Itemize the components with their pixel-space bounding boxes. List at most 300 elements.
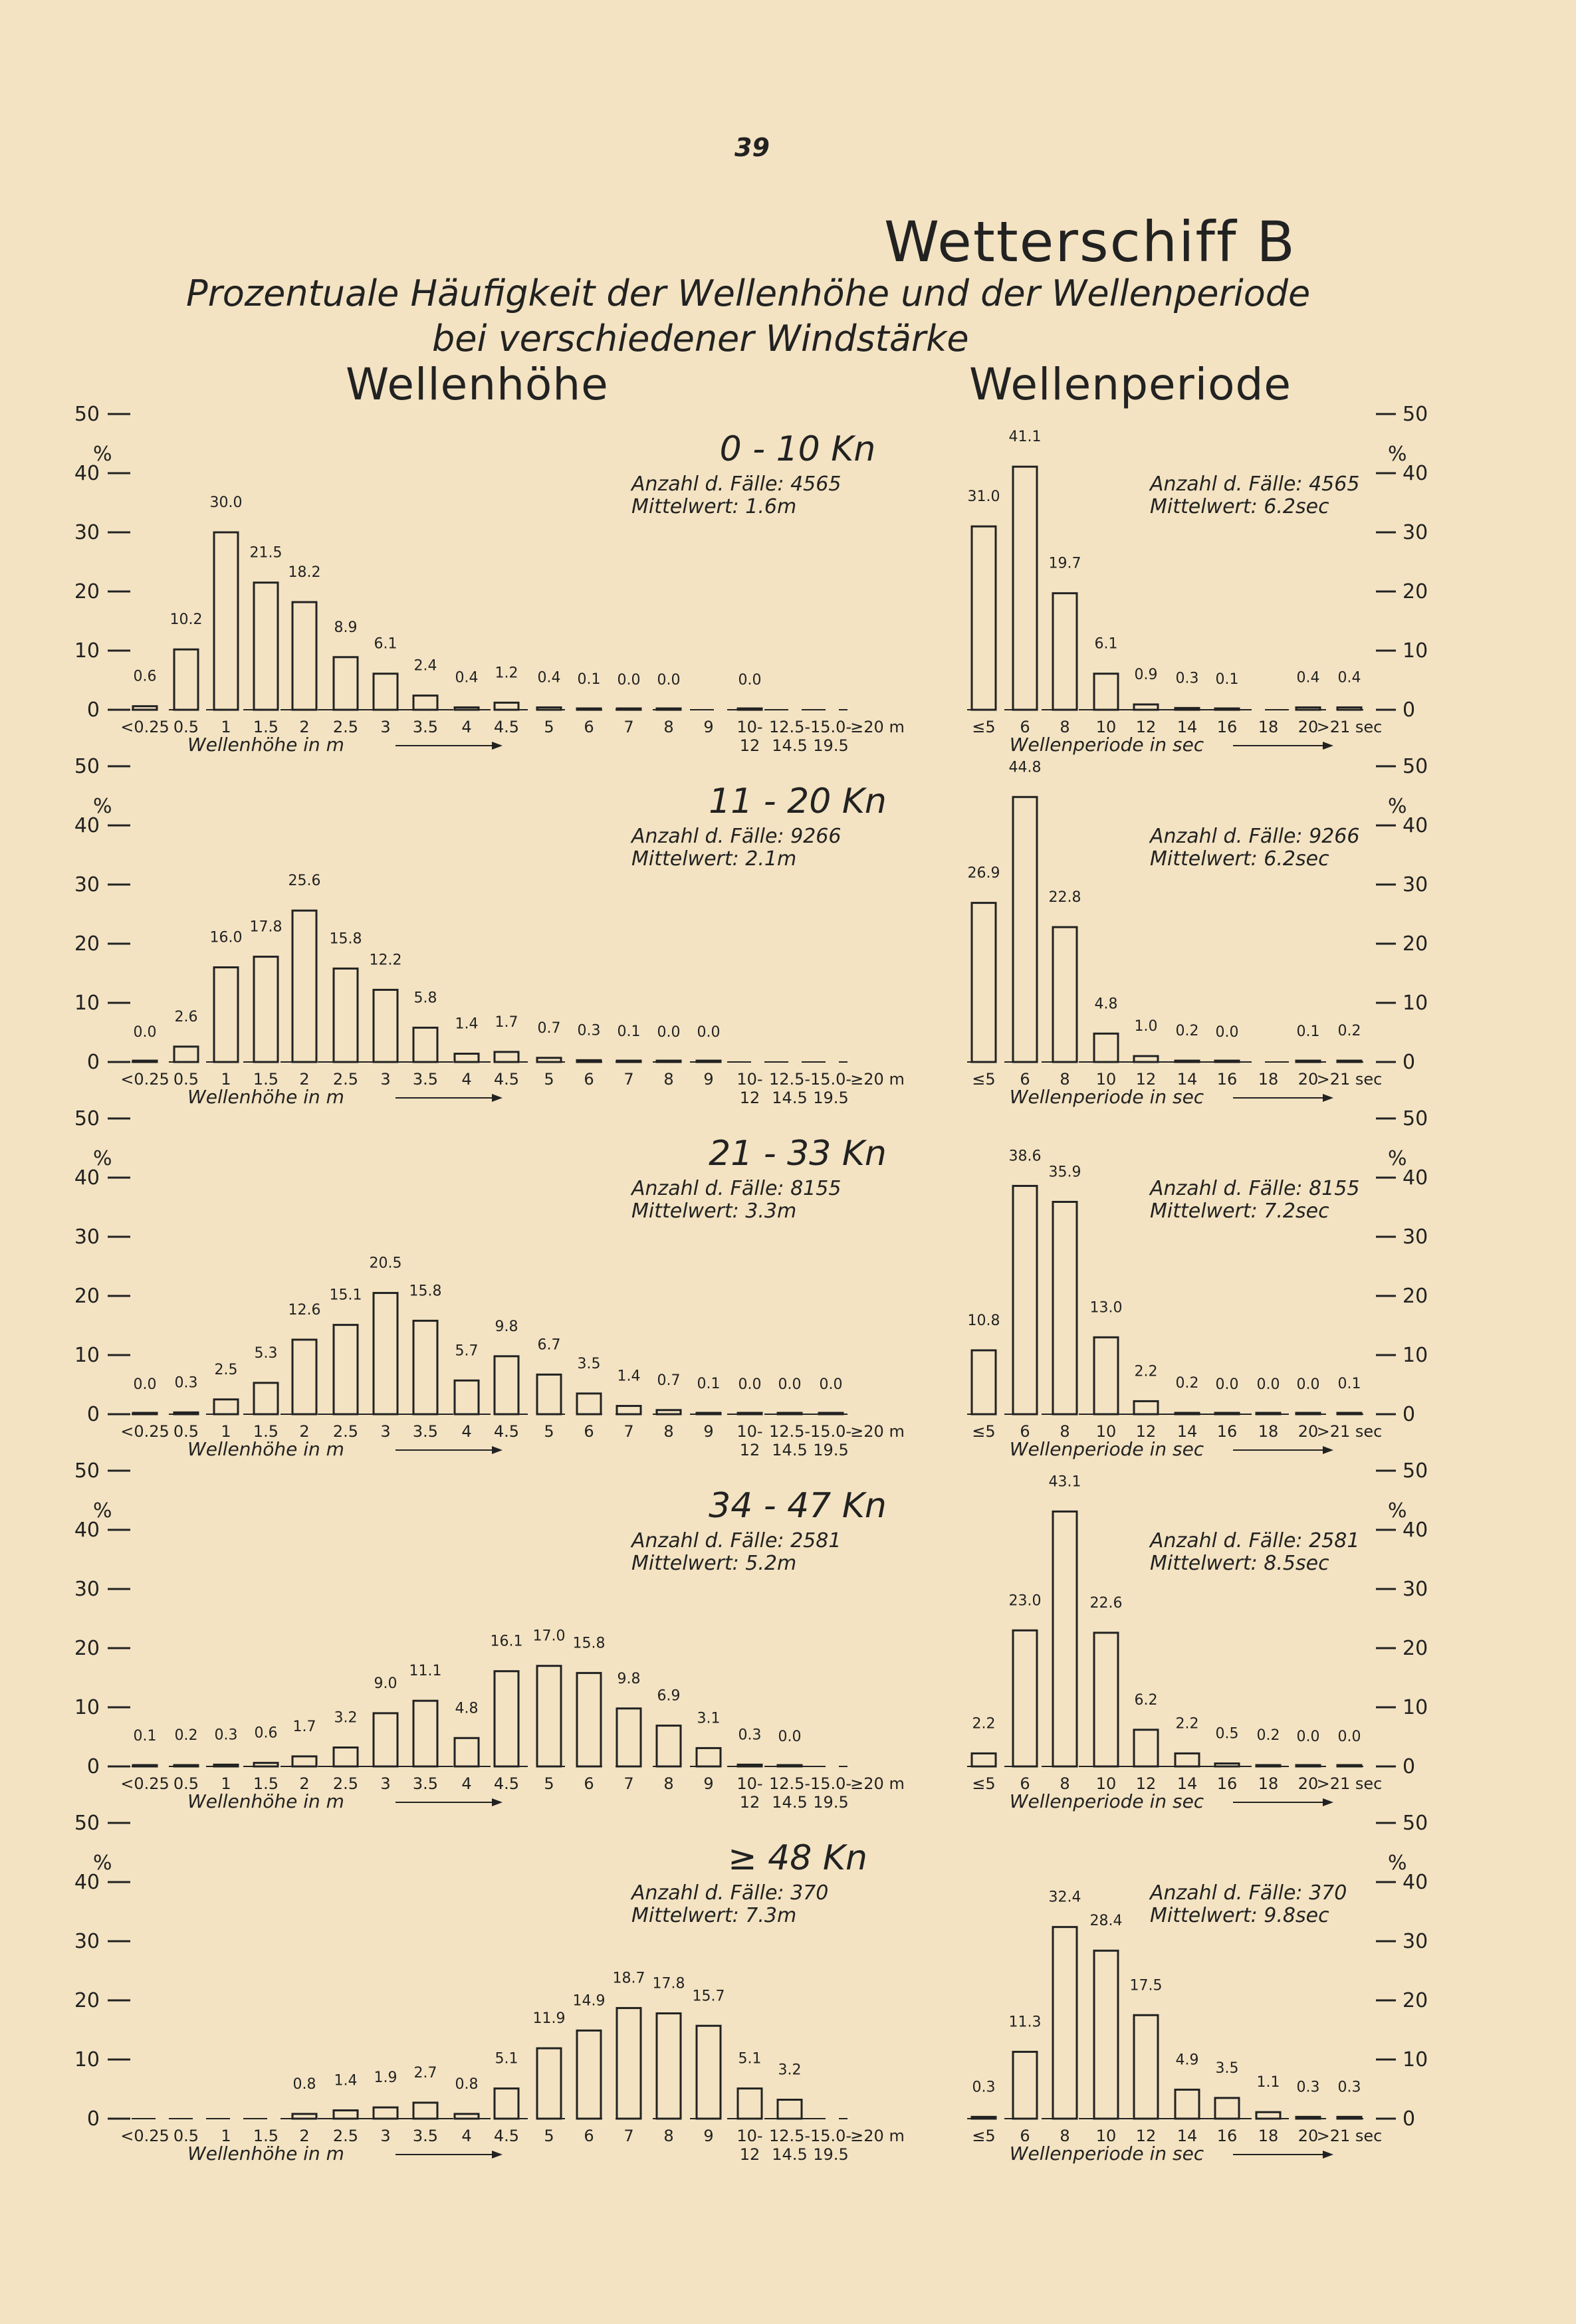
period-bar-label: 43.1 [1048, 1473, 1081, 1491]
height-tick-sublabel: 12 [739, 736, 760, 755]
height-tick-sublabel: 12 [739, 2145, 760, 2164]
height-tick-label: 15.0- [810, 2127, 852, 2145]
height-tick-label: 1 [221, 718, 231, 736]
period-bar [972, 2117, 996, 2119]
height-bar [738, 1764, 762, 1766]
height-mean-value: Mittelwert: 1.6m [631, 495, 797, 518]
height-tick-sublabel: 12 [739, 1441, 760, 1459]
height-tick-label: 4.5 [493, 1422, 520, 1441]
height-tick-label: 7 [623, 1422, 634, 1441]
period-bar-label: 22.8 [1048, 889, 1081, 906]
height-bar [617, 1061, 641, 1062]
period-tick-label: 6 [1020, 1422, 1030, 1441]
y-tick-left: 10 [74, 1344, 100, 1367]
height-tick-label: 15.0- [810, 1774, 852, 1793]
period-tick-label: 12 [1135, 2127, 1157, 2145]
period-bar-label: 0.0 [1296, 1376, 1320, 1393]
height-tick-label: 12.5- [768, 718, 811, 736]
period-tick-label: >21 sec [1316, 1422, 1383, 1441]
y-tick-right: 40 [1403, 1519, 1428, 1542]
period-bar-label: 4.8 [1094, 996, 1118, 1013]
height-bar [778, 1413, 802, 1414]
height-bar [413, 2103, 437, 2119]
height-tick-label: <0.25 [120, 718, 169, 736]
y-tick-right: 50 [1403, 1812, 1428, 1835]
height-bar [413, 1701, 437, 1766]
height-bar-label: 0.3 [577, 1022, 601, 1039]
y-tick-left: 40 [74, 814, 100, 837]
period-bar-label: 11.3 [1008, 2014, 1042, 2031]
height-bar [738, 1413, 762, 1414]
y-tick-left: 30 [74, 1578, 100, 1601]
y-tick-left: 40 [74, 1166, 100, 1190]
period-tick-label: 12 [1135, 1422, 1157, 1441]
page-title: Wetterschiff B [884, 209, 1296, 274]
height-bar [577, 1673, 601, 1766]
height-bar [495, 2089, 518, 2119]
height-bar [657, 1410, 681, 1414]
period-tick-label: 12 [1135, 1070, 1157, 1089]
height-tick-label: 1 [221, 1422, 231, 1441]
height-case-count: Anzahl d. Fälle: 2581 [631, 1529, 842, 1552]
period-bar [1013, 1186, 1037, 1414]
height-tick-label: <0.25 [120, 1774, 169, 1793]
period-bar-label: 0.0 [1215, 1024, 1239, 1041]
height-bar [577, 1060, 601, 1062]
height-axis-title: Wellenhöhe in m [187, 2143, 344, 2165]
height-bar-label: 0.1 [577, 671, 601, 688]
period-bar [1013, 467, 1037, 710]
height-tick-label: 2.5 [332, 1774, 359, 1793]
height-bar [334, 968, 358, 1062]
height-tick-sublabel: 12 [739, 1089, 760, 1107]
height-mean-value: Mittelwert: 2.1m [631, 847, 797, 871]
y-tick-right: 20 [1403, 932, 1428, 956]
period-tick-label: ≤5 [972, 1774, 996, 1793]
height-bar-label: 15.8 [409, 1283, 442, 1300]
y-tick-right: 50 [1403, 403, 1428, 426]
y-tick-right: 50 [1403, 755, 1428, 778]
percent-label-left: % [93, 1499, 112, 1523]
y-tick-left: 0 [86, 1051, 100, 1074]
height-bar [738, 708, 762, 710]
height-tick-sublabel: 14.5 [772, 2145, 808, 2164]
y-tick-right: 50 [1403, 1107, 1428, 1130]
period-bar [1337, 1413, 1361, 1414]
height-tick-label: 7 [623, 1774, 634, 1793]
height-tick-label: 1.5 [253, 1422, 279, 1441]
height-case-count: Anzahl d. Fälle: 8155 [631, 1177, 842, 1200]
height-tick-label: 7 [623, 2127, 634, 2145]
height-case-count: Anzahl d. Fälle: 9266 [631, 825, 842, 848]
height-tick-label: 3.5 [412, 1070, 439, 1089]
y-tick-left: 40 [74, 1519, 100, 1542]
height-tick-label: 8 [663, 1774, 674, 1793]
height-bar [455, 1738, 479, 1766]
height-bar-label: 0.0 [738, 672, 762, 688]
period-bar [1256, 1765, 1280, 1766]
height-tick-label: 2.5 [332, 1422, 359, 1441]
height-tick-label: 15.0- [810, 1422, 852, 1441]
period-tick-label: 14 [1177, 718, 1198, 736]
height-bar [455, 707, 479, 710]
period-bar [1175, 708, 1199, 710]
y-tick-left: 10 [74, 639, 100, 663]
height-tick-label: 6 [584, 718, 594, 736]
height-bar-label: 0.0 [778, 1376, 802, 1393]
period-mean-value: Mittelwert: 6.2sec [1150, 495, 1329, 518]
height-bar [697, 1748, 721, 1766]
height-tick-label: 0.5 [173, 718, 199, 736]
period-tick-label: 20 [1297, 1422, 1319, 1441]
height-tick-label: 0.5 [173, 2127, 199, 2145]
y-tick-right: 50 [1403, 1459, 1428, 1483]
period-bar-label: 0.0 [1215, 1376, 1239, 1393]
height-bar [697, 1413, 721, 1414]
height-tick-label: 3.5 [412, 1422, 439, 1441]
height-tick-label: 1 [221, 1070, 231, 1089]
height-tick-sublabel: 12 [739, 1793, 760, 1812]
height-bar-label: 0.4 [537, 669, 561, 687]
height-bar-label: 16.0 [209, 929, 243, 946]
height-bar [292, 1340, 316, 1414]
height-case-count: Anzahl d. Fälle: 370 [631, 1881, 829, 1905]
height-tick-label: ≥20 m [850, 2127, 905, 2145]
period-bar-label: 0.9 [1134, 666, 1158, 683]
height-bar [214, 1400, 238, 1414]
height-bar-label: 2.6 [174, 1008, 198, 1025]
period-tick-label: ≤5 [972, 2127, 996, 2145]
height-bar [495, 702, 518, 710]
height-bar-label: 21.5 [249, 544, 282, 562]
height-tick-label: 2.5 [332, 718, 359, 736]
period-bar-label: 38.6 [1008, 1148, 1042, 1165]
height-tick-label: 0.5 [173, 1774, 199, 1793]
period-bar [1337, 707, 1361, 710]
period-bar-label: 0.4 [1337, 669, 1361, 687]
height-bar [254, 1383, 278, 1414]
height-bar-label: 15.8 [572, 1635, 606, 1652]
y-tick-right: 20 [1403, 580, 1428, 603]
height-bar-label: 1.4 [617, 1368, 641, 1385]
height-bar-label: 9.8 [495, 1318, 518, 1335]
period-bar [1013, 797, 1037, 1062]
period-tick-label: ≤5 [972, 718, 996, 736]
subtitle-line-2: bei verschiedener Windstärke [432, 318, 969, 360]
height-bar [617, 708, 641, 710]
height-bar-label: 6.7 [537, 1336, 561, 1354]
height-bar-label: 15.8 [329, 930, 362, 948]
height-tick-label: 4.5 [493, 718, 520, 736]
period-bar-label: 1.0 [1134, 1018, 1158, 1035]
period-tick-label: 10 [1095, 1070, 1117, 1089]
y-tick-left: 50 [74, 1107, 100, 1130]
height-tick-label: <0.25 [120, 2127, 169, 2145]
height-tick-label: 5 [544, 1070, 554, 1089]
period-bar [1013, 1630, 1037, 1766]
period-bar-label: 0.3 [1175, 670, 1199, 687]
height-bar [334, 2111, 358, 2119]
period-bar [1094, 1633, 1118, 1766]
period-mean-value: Mittelwert: 6.2sec [1150, 847, 1329, 871]
period-bar [1215, 1413, 1239, 1414]
height-bar-label: 0.0 [657, 1024, 681, 1041]
period-tick-label: 20 [1297, 2127, 1319, 2145]
height-bar-label: 10.2 [169, 611, 203, 629]
height-bar [537, 1058, 561, 1062]
height-bar-label: 9.0 [374, 1675, 397, 1692]
period-case-count: Anzahl d. Fälle: 2581 [1150, 1529, 1360, 1552]
height-tick-label: 4 [461, 718, 472, 736]
period-tick-label: 18 [1258, 718, 1279, 736]
height-bar-label: 5.8 [413, 990, 437, 1007]
height-tick-label: 10- [736, 1422, 763, 1441]
period-bar [1215, 1061, 1239, 1062]
height-bar [537, 1666, 561, 1766]
period-tick-label: >21 sec [1316, 1774, 1383, 1793]
period-tick-label: 18 [1258, 1070, 1279, 1089]
height-tick-label: 2 [299, 2127, 310, 2145]
height-tick-label: 4.5 [493, 1774, 520, 1793]
height-bar-label: 0.6 [133, 668, 157, 685]
height-bar-label: 3.1 [697, 1710, 721, 1727]
height-tick-label: 6 [584, 1774, 594, 1793]
y-tick-right: 30 [1403, 873, 1428, 897]
percent-label-left: % [93, 1147, 112, 1170]
height-tick-label: 2 [299, 1774, 310, 1793]
height-bar [292, 1756, 316, 1766]
y-tick-left: 0 [86, 2107, 100, 2131]
wave-height-header: Wellenhöhe [346, 359, 609, 410]
period-bar [1296, 1061, 1320, 1062]
height-tick-label: 1.5 [253, 718, 279, 736]
y-tick-right: 40 [1403, 1871, 1428, 1894]
height-bar-label: 25.6 [288, 873, 321, 890]
period-bar-label: 0.0 [1256, 1376, 1280, 1393]
period-tick-label: 14 [1177, 1070, 1198, 1089]
period-bar [1175, 2089, 1199, 2119]
height-bar [133, 1765, 157, 1766]
period-bar [972, 1753, 996, 1766]
height-axis-arrowhead [492, 1094, 503, 1102]
height-bar [738, 2089, 762, 2119]
y-tick-right: 10 [1403, 1696, 1428, 1719]
height-bar [374, 1713, 397, 1766]
height-tick-label: 5 [544, 718, 554, 736]
height-tick-label: 15.0- [810, 718, 852, 736]
y-tick-right: 30 [1403, 1225, 1428, 1249]
height-bar-label: 15.7 [692, 1988, 725, 2005]
height-tick-label: 3.5 [412, 1774, 439, 1793]
height-tick-label: 3.5 [412, 718, 439, 736]
period-case-count: Anzahl d. Fälle: 8155 [1150, 1177, 1360, 1200]
period-mean-value: Mittelwert: 7.2sec [1150, 1200, 1329, 1223]
period-bar-label: 44.8 [1008, 759, 1042, 776]
height-tick-label: 3 [380, 718, 391, 736]
y-tick-left: 10 [74, 2048, 100, 2071]
height-bar-label: 11.9 [532, 2010, 566, 2028]
height-bar [292, 2114, 316, 2119]
period-axis-title: Wellenperiode in sec [1009, 1438, 1204, 1460]
height-bar-label: 0.8 [292, 2075, 316, 2093]
height-tick-label: ≥20 m [850, 718, 905, 736]
period-bar-label: 17.5 [1129, 1977, 1163, 1994]
height-bar-label: 17.8 [652, 1975, 685, 1992]
height-bar-label: 6.9 [657, 1687, 681, 1705]
period-bar-label: 23.0 [1008, 1592, 1042, 1610]
height-tick-sublabel: 14.5 [772, 736, 808, 755]
y-tick-right: 40 [1403, 462, 1428, 485]
period-case-count: Anzahl d. Fälle: 9266 [1150, 825, 1360, 848]
height-bar [334, 657, 358, 710]
period-bar [972, 1350, 996, 1414]
period-bar [1215, 1764, 1239, 1766]
height-bar [254, 583, 278, 710]
wind-class-label: ≥ 48 Kn [728, 1838, 867, 1878]
y-tick-left: 20 [74, 580, 100, 603]
period-tick-label: 6 [1020, 1070, 1030, 1089]
height-tick-sublabel: 19.5 [813, 1089, 849, 1107]
height-tick-label: 9 [703, 1774, 714, 1793]
height-bar-label: 30.0 [209, 494, 243, 511]
period-tick-label: 8 [1060, 2127, 1070, 2145]
height-bar [254, 957, 278, 1062]
y-tick-left: 20 [74, 1637, 100, 1660]
period-bar [1337, 1061, 1361, 1062]
period-bar [1296, 2117, 1320, 2119]
height-bar [174, 1047, 198, 1062]
period-bar-label: 4.9 [1175, 2052, 1199, 2069]
period-bar-label: 0.3 [1337, 2079, 1361, 2096]
period-axis-arrowhead [1323, 1798, 1333, 1806]
height-bar [495, 1052, 518, 1062]
height-bar-label: 18.2 [288, 564, 321, 581]
period-tick-label: 6 [1020, 2127, 1030, 2145]
height-tick-label: 5 [544, 2127, 554, 2145]
wind-class-label: 11 - 20 Kn [709, 782, 887, 821]
height-tick-sublabel: 14.5 [772, 1441, 808, 1459]
height-tick-label: 2 [299, 1070, 310, 1089]
y-tick-right: 40 [1403, 814, 1428, 837]
height-bar [537, 1374, 561, 1414]
y-tick-left: 50 [74, 1812, 100, 1835]
height-bar-label: 0.6 [254, 1725, 278, 1742]
height-bar-label: 16.1 [490, 1633, 523, 1650]
period-tick-label: >21 sec [1316, 1070, 1383, 1089]
period-case-count: Anzahl d. Fälle: 370 [1150, 1881, 1347, 1905]
period-bar [1296, 707, 1320, 710]
height-bar-label: 12.6 [288, 1301, 321, 1319]
height-tick-sublabel: 19.5 [813, 1441, 849, 1459]
period-tick-label: 12 [1135, 1774, 1157, 1793]
height-bar-label: 2.5 [214, 1361, 238, 1378]
height-tick-sublabel: 19.5 [813, 2145, 849, 2164]
period-bar [1094, 1337, 1118, 1414]
height-bar-label: 0.0 [738, 1376, 762, 1393]
period-bar-label: 0.2 [1337, 1023, 1361, 1040]
y-tick-left: 20 [74, 932, 100, 956]
height-bar [657, 708, 681, 710]
height-tick-label: 3 [380, 2127, 391, 2145]
height-tick-label: 10- [736, 1774, 763, 1793]
height-axis-arrowhead [492, 742, 503, 750]
period-tick-label: 8 [1060, 718, 1070, 736]
y-tick-left: 20 [74, 1989, 100, 2012]
period-tick-label: 16 [1216, 718, 1238, 736]
height-bar [657, 1726, 681, 1766]
height-bar [819, 1413, 843, 1414]
height-axis-arrowhead [492, 2151, 503, 2159]
period-bar-label: 19.7 [1048, 555, 1081, 572]
period-bar-label: 2.2 [972, 1715, 996, 1733]
period-bar-label: 0.2 [1175, 1023, 1199, 1040]
wind-class-label: 21 - 33 Kn [709, 1134, 887, 1174]
height-bar-label: 1.9 [374, 2069, 397, 2087]
height-bar [657, 1061, 681, 1062]
period-bar [1296, 1765, 1320, 1766]
height-tick-label: 3.5 [412, 2127, 439, 2145]
period-bar [1215, 2098, 1239, 2119]
height-tick-label: 4 [461, 1774, 472, 1793]
height-bar [334, 1325, 358, 1414]
y-tick-left: 50 [74, 1459, 100, 1483]
height-bar [577, 2030, 601, 2119]
period-bar [1053, 593, 1077, 710]
period-tick-label: 16 [1216, 1422, 1238, 1441]
height-bar [697, 1061, 721, 1062]
height-bar [174, 649, 198, 710]
height-tick-label: ≥20 m [850, 1422, 905, 1441]
period-bar [1134, 1056, 1158, 1062]
y-tick-left: 40 [74, 1871, 100, 1894]
height-tick-label: 4 [461, 2127, 472, 2145]
period-case-count: Anzahl d. Fälle: 4565 [1150, 473, 1360, 496]
period-bar-label: 28.4 [1089, 1913, 1123, 1930]
period-tick-label: 14 [1177, 2127, 1198, 2145]
height-tick-sublabel: 14.5 [772, 1793, 808, 1812]
y-tick-right: 40 [1403, 1166, 1428, 1190]
y-tick-left: 50 [74, 403, 100, 426]
percent-label-right: % [1388, 1851, 1407, 1875]
percent-label-right: % [1388, 443, 1407, 466]
period-tick-label: ≤5 [972, 1070, 996, 1089]
height-tick-label: 0.5 [173, 1422, 199, 1441]
height-bar [617, 1406, 641, 1414]
height-bar-label: 3.2 [778, 2061, 802, 2079]
height-axis-arrowhead [492, 1798, 503, 1806]
height-bar [617, 2008, 641, 2119]
height-tick-label: 1.5 [253, 1070, 279, 1089]
height-tick-label: 3 [380, 1070, 391, 1089]
height-mean-value: Mittelwert: 5.2m [631, 1552, 797, 1575]
period-bar [972, 903, 996, 1062]
height-tick-label: 8 [663, 2127, 674, 2145]
height-bar-label: 0.0 [133, 1024, 157, 1041]
height-bar [214, 532, 238, 710]
height-case-count: Anzahl d. Fälle: 4565 [631, 473, 842, 496]
height-axis-title: Wellenhöhe in m [187, 734, 344, 756]
period-bar-label: 35.9 [1048, 1164, 1081, 1181]
height-bar-label: 2.7 [413, 2064, 437, 2081]
period-bar [1134, 704, 1158, 710]
period-bar-label: 0.1 [1337, 1376, 1361, 1393]
y-tick-left: 0 [86, 1755, 100, 1778]
height-bar-label: 0.0 [657, 672, 681, 688]
period-bar [1175, 1061, 1199, 1062]
height-bar [133, 706, 157, 710]
height-mean-value: Mittelwert: 3.3m [631, 1200, 797, 1223]
period-tick-label: 10 [1095, 718, 1117, 736]
